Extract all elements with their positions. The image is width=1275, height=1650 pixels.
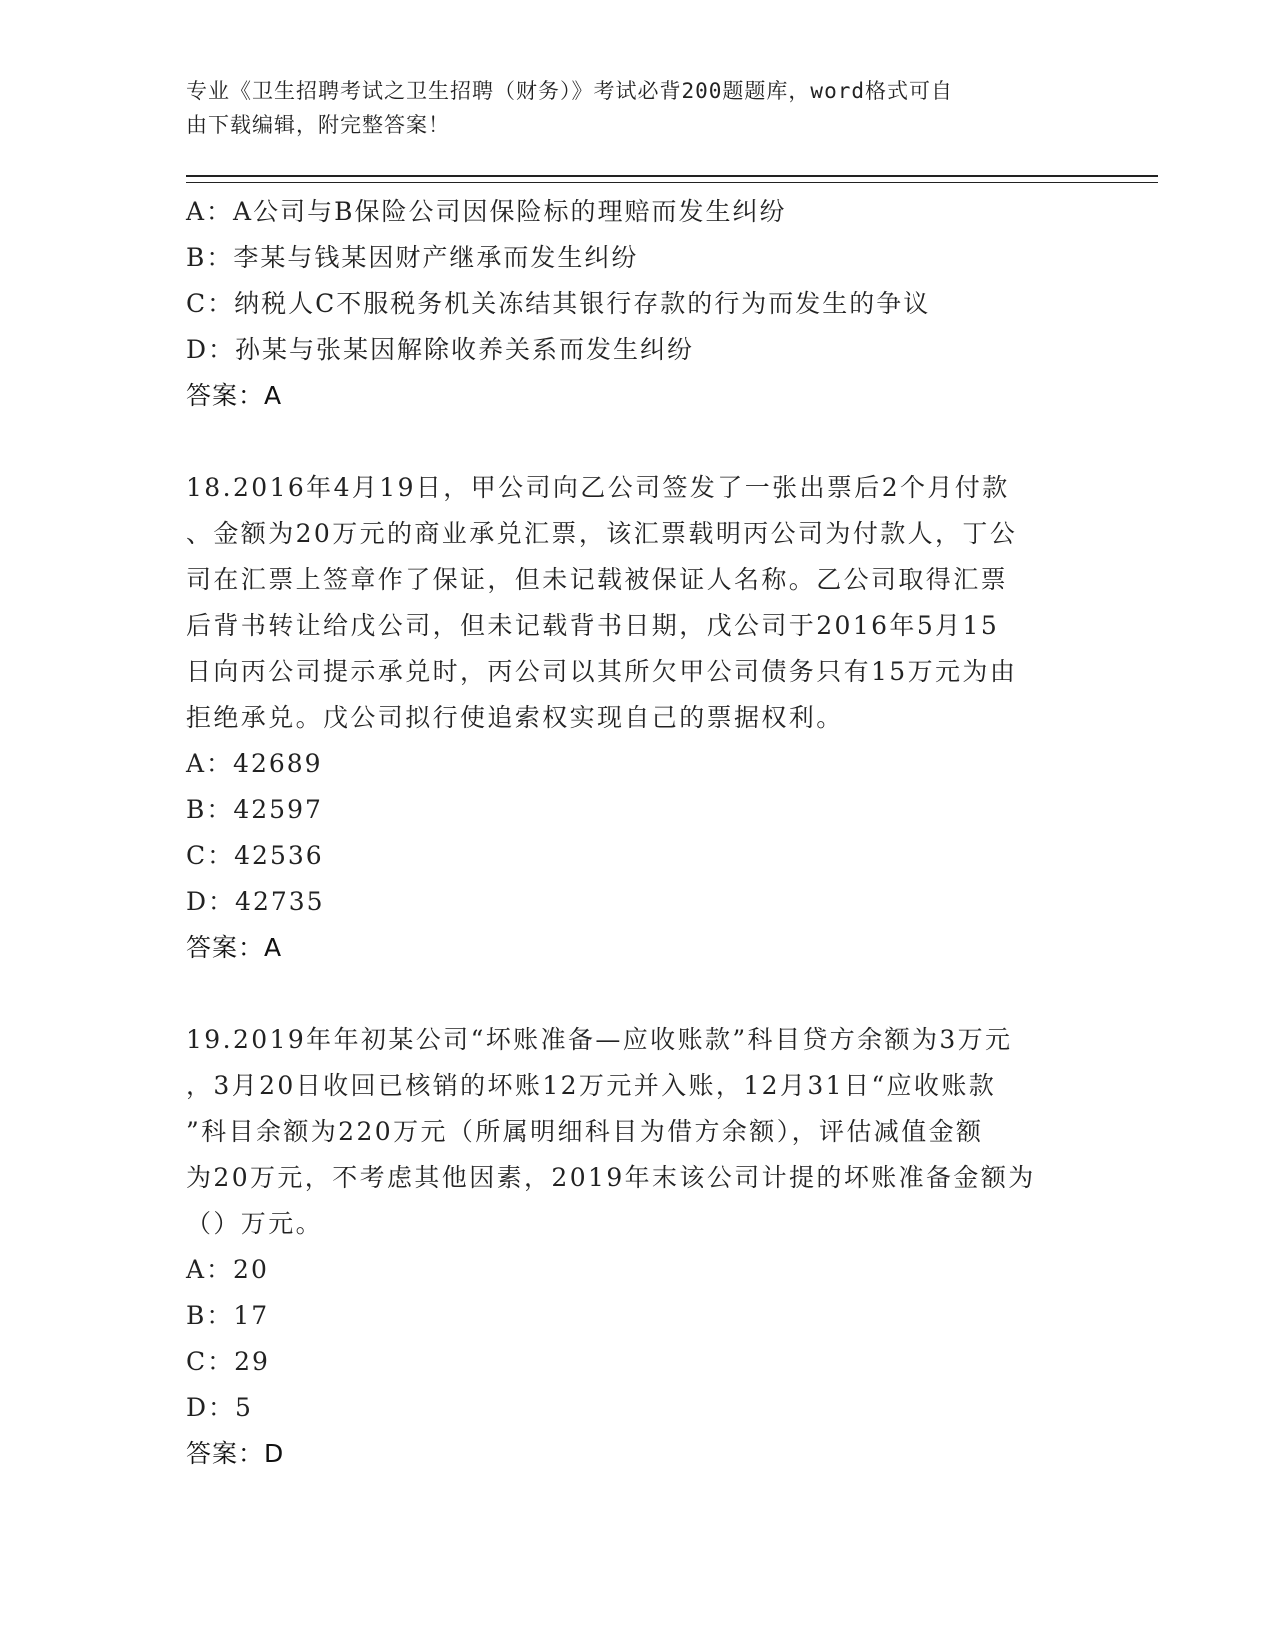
option-d: D：5 xyxy=(186,1393,253,1422)
header-line-1: 专业《卫生招聘考试之卫生招聘（财务）》考试必背200题题库，word格式可自 xyxy=(186,79,953,103)
option-c: C：纳税人C不服税务机关冻结其银行存款的行为而发生的争议 xyxy=(186,289,931,318)
header-divider-thick xyxy=(186,175,1158,177)
question-content xyxy=(186,189,1086,1477)
option-b: B：42597 xyxy=(186,795,323,824)
option-d: D：孙某与张某因解除收养关系而发生纠纷 xyxy=(186,335,695,364)
option-d: D：42735 xyxy=(186,887,325,916)
document-header xyxy=(186,74,1066,142)
question-18-answer: 答案：A xyxy=(186,933,283,962)
option-c: C：29 xyxy=(186,1347,270,1376)
question-line: 、金额为20万元的商业承兑汇票，该汇票载明丙公司为付款人，丁公 xyxy=(186,519,1018,548)
question-line: ，3月20日收回已核销的坏账12万元并入账，12月31日“应收账款 xyxy=(186,1071,997,1100)
option-a: A：20 xyxy=(186,1255,269,1284)
header-line-2: 由下载编辑，附完整答案！ xyxy=(186,113,450,137)
question-line: 日向丙公司提示承兑时，丙公司以其所欠甲公司债务只有15万元为由 xyxy=(186,657,1018,686)
question-line: 18.2016年4月19日，甲公司向乙公司签发了一张出票后2个月付款 xyxy=(186,473,1010,502)
question-18-text xyxy=(186,465,1086,741)
option-c: C：42536 xyxy=(186,841,324,870)
question-18-options xyxy=(186,741,1086,925)
question-line: 19.2019年年初某公司“坏账准备—应收账款”科目贷方余额为3万元 xyxy=(186,1025,1013,1054)
question-19-answer: 答案：D xyxy=(186,1439,285,1468)
option-a: A：A公司与B保险公司因保险标的理赔而发生纠纷 xyxy=(186,197,787,226)
question-line: ”科目余额为220万元（所属明细科目为借方余额），评估减值金额 xyxy=(186,1117,984,1146)
question-line: 后背书转让给戊公司，但未记载背书日期，戊公司于2016年5月15 xyxy=(186,611,1000,640)
header-divider-thin xyxy=(186,182,1158,183)
option-a: A：42689 xyxy=(186,749,323,778)
question-19-options xyxy=(186,1247,1086,1431)
question-17-options xyxy=(186,189,1086,373)
question-17-answer: 答案：A xyxy=(186,381,283,410)
question-line: 司在汇票上签章作了保证，但未记载被保证人名称。乙公司取得汇票 xyxy=(186,565,1009,594)
question-19-text xyxy=(186,1017,1086,1247)
question-line: 为20万元，不考虑其他因素，2019年末该公司计提的坏账准备金额为 xyxy=(186,1163,1036,1192)
option-b: B：李某与钱某因财产继承而发生纠纷 xyxy=(186,243,639,272)
question-line: 拒绝承兑。戊公司拟行使追索权实现自己的票据权利。 xyxy=(186,703,844,732)
question-line: （）万元。 xyxy=(186,1209,324,1238)
option-b: B：17 xyxy=(186,1301,270,1330)
